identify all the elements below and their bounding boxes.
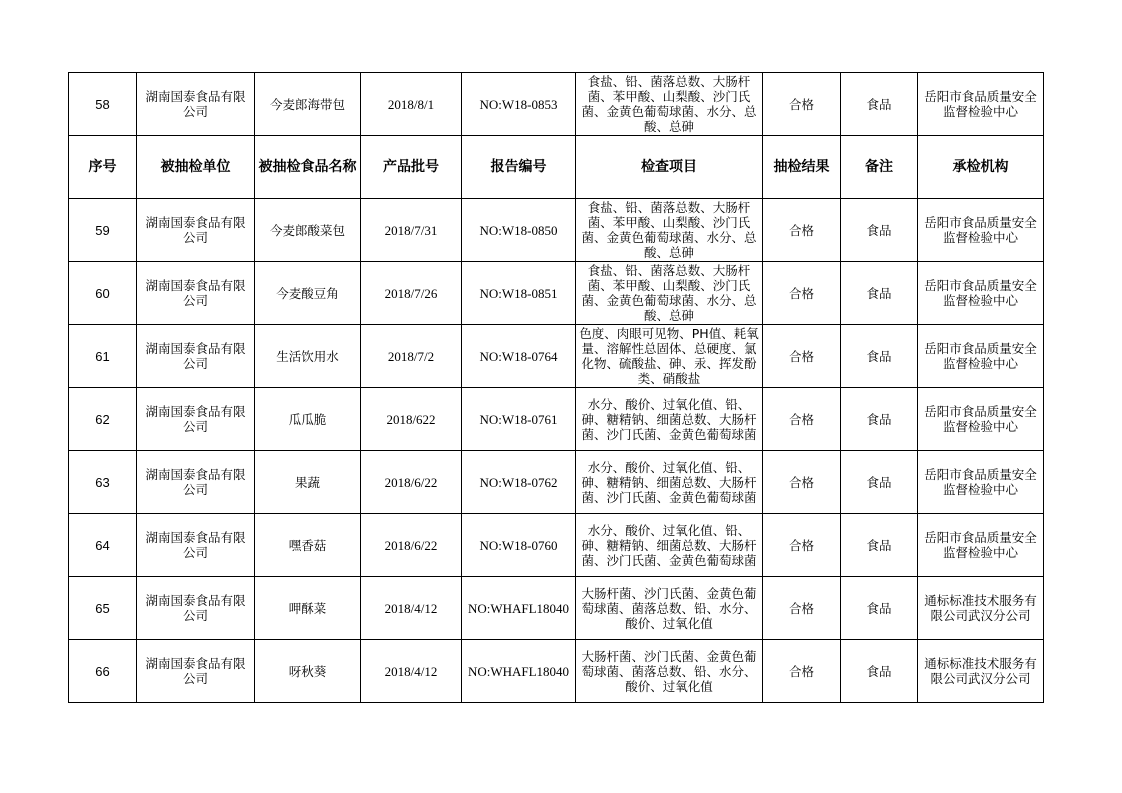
header-items: 检查项目 [576,136,763,199]
cell-agency: 岳阳市食品质量安全监督检验中心 [918,388,1044,451]
cell-result: 合格 [763,514,841,577]
table-row [69,199,1044,262]
cell-index: 66 [69,640,137,703]
cell-remark: 食品 [841,577,918,640]
table-row [69,640,1044,703]
cell-items: 色度、肉眼可见物、PH值、耗氧量、溶解性总固体、总硬度、氯化物、硫酸盐、砷、汞、挥发酚类、硝酸盐 [576,325,763,388]
cell-result: 合格 [763,577,841,640]
cell-unit: 湖南国泰食品有限公司 [137,640,255,703]
cell-batch: 2018/6/22 [361,451,462,514]
cell-index: 61 [69,325,137,388]
cell-items: 大肠杆菌、沙门氏菌、金黄色葡萄球菌、菌落总数、铅、水分、酸价、过氧化值 [576,640,763,703]
cell-agency: 岳阳市食品质量安全监督检验中心 [918,451,1044,514]
cell-report-no: NO:W18-0851 [462,262,576,325]
cell-food-name: 果蔬 [255,451,361,514]
cell-food-name: 今麦酸豆角 [255,262,361,325]
cell-items: 水分、酸价、过氧化值、铅、砷、糖精钠、细菌总数、大肠杆菌、沙门氏菌、金黄色葡萄球菌 [576,514,763,577]
cell-items: 食盐、铅、菌落总数、大肠杆菌、苯甲酸、山梨酸、沙门氏菌、金黄色葡萄球菌、水分、总酸、总砷 [576,262,763,325]
cell-items: 食盐、铅、菌落总数、大肠杆菌、苯甲酸、山梨酸、沙门氏菌、金黄色葡萄球菌、水分、总酸、总砷 [576,73,763,136]
cell-agency: 岳阳市食品质量安全监督检验中心 [918,73,1044,136]
cell-agency: 通标标准技术服务有限公司武汉分公司 [918,640,1044,703]
cell-index: 58 [69,73,137,136]
table-row [69,262,1044,325]
header-batch: 产品批号 [361,136,462,199]
table-row [69,388,1044,451]
cell-remark: 食品 [841,262,918,325]
cell-unit: 湖南国泰食品有限公司 [137,73,255,136]
cell-agency: 岳阳市食品质量安全监督检验中心 [918,199,1044,262]
cell-items: 水分、酸价、过氧化值、铅、砷、糖精钠、细菌总数、大肠杆菌、沙门氏菌、金黄色葡萄球菌 [576,451,763,514]
header-food-name: 被抽检食品名称 [255,136,361,199]
cell-items: 水分、酸价、过氧化值、铅、砷、糖精钠、细菌总数、大肠杆菌、沙门氏菌、金黄色葡萄球菌 [576,388,763,451]
cell-batch: 2018/622 [361,388,462,451]
cell-index: 62 [69,388,137,451]
cell-report-no: NO:WHAFL18040 [462,577,576,640]
cell-unit: 湖南国泰食品有限公司 [137,577,255,640]
cell-index: 65 [69,577,137,640]
cell-result: 合格 [763,451,841,514]
cell-batch: 2018/7/26 [361,262,462,325]
cell-items: 食盐、铅、菌落总数、大肠杆菌、苯甲酸、山梨酸、沙门氏菌、金黄色葡萄球菌、水分、总酸、总砷 [576,199,763,262]
cell-report-no: NO:W18-0853 [462,73,576,136]
header-remark: 备注 [841,136,918,199]
cell-batch: 2018/7/2 [361,325,462,388]
cell-result: 合格 [763,640,841,703]
header-agency: 承检机构 [918,136,1044,199]
header-index: 序号 [69,136,137,199]
cell-agency: 岳阳市食品质量安全监督检验中心 [918,262,1044,325]
cell-report-no: NO:W18-0760 [462,514,576,577]
cell-items: 大肠杆菌、沙门氏菌、金黄色葡萄球菌、菌落总数、铅、水分、酸价、过氧化值 [576,577,763,640]
cell-report-no: NO:WHAFL18040 [462,640,576,703]
cell-batch: 2018/8/1 [361,73,462,136]
cell-food-name: 今麦郎酸菜包 [255,199,361,262]
header-report-no: 报告编号 [462,136,576,199]
cell-remark: 食品 [841,640,918,703]
cell-food-name: 今麦郎海带包 [255,73,361,136]
cell-remark: 食品 [841,199,918,262]
table-row [69,451,1044,514]
cell-unit: 湖南国泰食品有限公司 [137,451,255,514]
cell-index: 60 [69,262,137,325]
cell-report-no: NO:W18-0850 [462,199,576,262]
cell-index: 63 [69,451,137,514]
cell-report-no: NO:W18-0761 [462,388,576,451]
cell-index: 59 [69,199,137,262]
cell-agency: 通标标准技术服务有限公司武汉分公司 [918,577,1044,640]
cell-food-name: 呷酥菜 [255,577,361,640]
table-row [69,577,1044,640]
cell-result: 合格 [763,199,841,262]
table-row [69,73,1044,136]
table-row [69,325,1044,388]
cell-remark: 食品 [841,451,918,514]
cell-batch: 2018/6/22 [361,514,462,577]
table-row [69,514,1044,577]
cell-remark: 食品 [841,388,918,451]
cell-report-no: NO:W18-0762 [462,451,576,514]
cell-unit: 湖南国泰食品有限公司 [137,325,255,388]
inspection-table [68,72,1044,703]
cell-agency: 岳阳市食品质量安全监督检验中心 [918,325,1044,388]
cell-result: 合格 [763,262,841,325]
cell-remark: 食品 [841,514,918,577]
cell-agency: 岳阳市食品质量安全监督检验中心 [918,514,1044,577]
cell-batch: 2018/4/12 [361,577,462,640]
cell-remark: 食品 [841,325,918,388]
cell-food-name: 嘿香菇 [255,514,361,577]
cell-report-no: NO:W18-0764 [462,325,576,388]
cell-batch: 2018/7/31 [361,199,462,262]
cell-food-name: 生活饮用水 [255,325,361,388]
cell-unit: 湖南国泰食品有限公司 [137,514,255,577]
header-result: 抽检结果 [763,136,841,199]
cell-batch: 2018/4/12 [361,640,462,703]
cell-unit: 湖南国泰食品有限公司 [137,262,255,325]
cell-remark: 食品 [841,73,918,136]
cell-result: 合格 [763,73,841,136]
cell-index: 64 [69,514,137,577]
cell-unit: 湖南国泰食品有限公司 [137,199,255,262]
header-unit: 被抽检单位 [137,136,255,199]
cell-unit: 湖南国泰食品有限公司 [137,388,255,451]
cell-result: 合格 [763,325,841,388]
cell-result: 合格 [763,388,841,451]
header-row [69,136,1044,199]
cell-food-name: 呀秋葵 [255,640,361,703]
cell-food-name: 瓜瓜脆 [255,388,361,451]
